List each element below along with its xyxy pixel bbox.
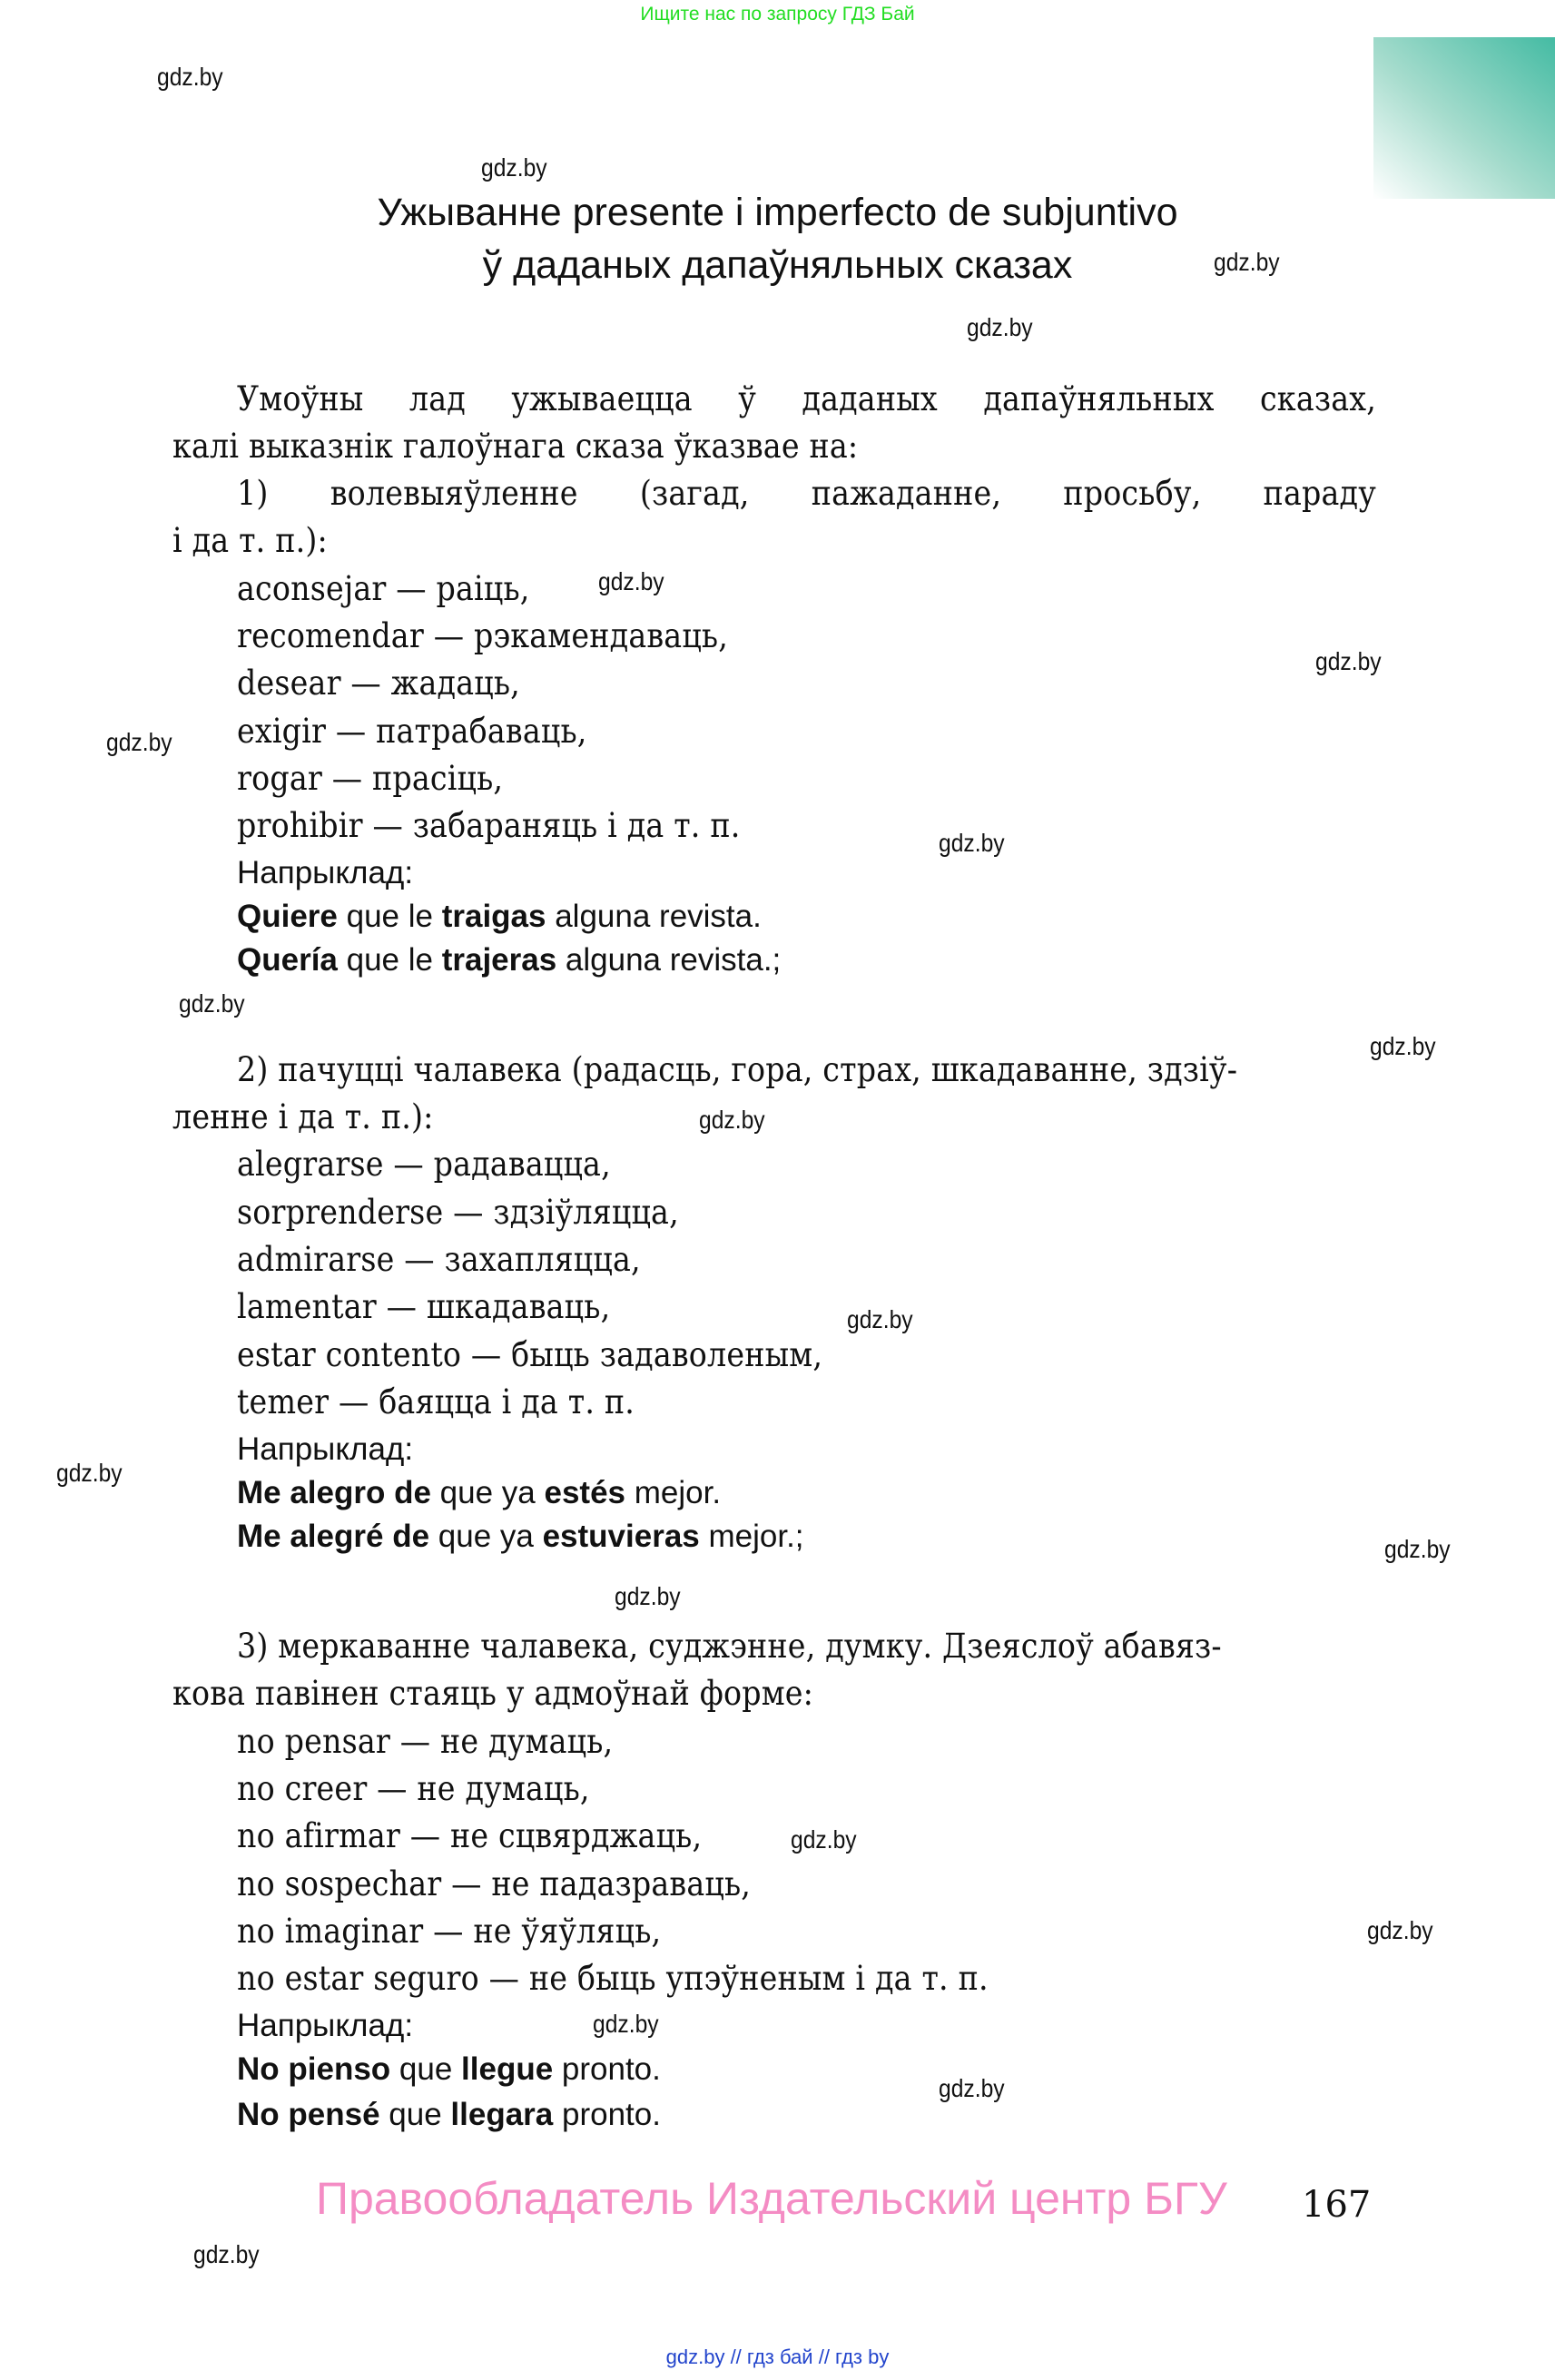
example-text: que le: [337, 942, 442, 978]
watermark: gdz.by: [615, 1582, 681, 1610]
watermark: gdz.by: [1384, 1535, 1451, 1563]
verb-item: no estar seguro — не быць упэўненым і да т. п.: [237, 1959, 989, 1998]
example-label: Напрыклад:: [237, 855, 414, 890]
watermark: gdz.by: [106, 728, 172, 756]
watermark: gdz.by: [699, 1106, 765, 1134]
page-title-line-2: ў даданых дапаўняльных сказах: [482, 243, 1073, 287]
watermark: gdz.by: [791, 1825, 857, 1854]
section1-heading-line-1: 1) волевыяўленне (загад, пажаданне, просьбу, параду: [237, 474, 1376, 513]
example-bold: Me alegré de: [237, 1519, 430, 1554]
example-bold: Quería: [237, 942, 338, 978]
corner-decoration: [1373, 37, 1555, 199]
verb-item: lamentar — шкадаваць,: [237, 1287, 611, 1326]
verb-item: temer — баяцца і да т. п.: [237, 1382, 635, 1421]
watermark: gdz.by: [593, 2010, 659, 2038]
verb-item: recomendar — рэкамендаваць,: [237, 616, 728, 655]
watermark: gdz.by: [179, 989, 245, 1018]
verb-item: admirarse — захапляцца,: [237, 1240, 641, 1279]
example-text: que le: [337, 899, 442, 934]
example-text: alguna revista.;: [556, 942, 782, 978]
example-bold: traigas: [441, 899, 546, 934]
example-bold: No pensé: [237, 2097, 380, 2132]
example-sentence: [237, 2051, 661, 2088]
footer-links[interactable]: gdz.by // гдз бай // гдз by: [665, 2346, 890, 2368]
example-bold: No pienso: [237, 2051, 391, 2087]
example-sentence: [237, 2097, 661, 2133]
section3-heading-line-2: кова павінен стаяць у адмоўнай форме:: [172, 1674, 814, 1713]
example-label: Напрыклад:: [237, 1431, 414, 1467]
verb-item: no afirmar — не сцвярджаць,: [237, 1816, 703, 1855]
intro-line-1: Умоўны лад ужываецца ў даданых дапаўняльных сказах,: [237, 379, 1376, 418]
verb-item: rogar — прасіць,: [237, 759, 504, 798]
example-bold: estés: [544, 1475, 626, 1510]
watermark: gdz.by: [847, 1305, 913, 1333]
watermark: gdz.by: [1367, 1916, 1433, 1944]
example-bold: llegue: [461, 2051, 554, 2087]
example-label: Напрыклад:: [237, 2008, 414, 2043]
verb-item: alegrarse — радавацца,: [237, 1145, 611, 1184]
watermark: gdz.by: [1370, 1032, 1436, 1060]
verb-item: desear — жадаць,: [237, 664, 520, 703]
watermark: gdz.by: [598, 567, 664, 595]
verb-item: no sospechar — не падазраваць,: [237, 1864, 752, 1903]
example-sentence: [237, 942, 781, 979]
example-bold: trajeras: [441, 942, 557, 978]
page-number: 167: [1302, 2184, 1372, 2226]
watermark: gdz.by: [157, 63, 223, 91]
example-bold: Me alegro de: [237, 1475, 431, 1510]
page-title-line-1: Ужыванне presente i imperfecto de subjuntivo: [377, 191, 1178, 234]
verb-item: sorprenderse — здзіўляцца,: [237, 1193, 679, 1232]
watermark: gdz.by: [939, 2074, 1005, 2102]
example-bold: llegara: [450, 2097, 554, 2132]
example-text: que ya: [430, 1475, 545, 1510]
verb-item: no imaginar — не ўяўляць,: [237, 1912, 662, 1951]
verb-item: aconsejar — раіць,: [237, 569, 530, 608]
verb-item: estar contento — быць задаволеным,: [237, 1335, 823, 1374]
section2-heading-line-2: ленне і да т. п.):: [172, 1097, 434, 1136]
example-sentence: [237, 899, 762, 935]
watermark: gdz.by: [56, 1459, 123, 1487]
example-text: que: [390, 2051, 462, 2087]
watermark: gdz.by: [939, 829, 1005, 857]
example-text: alguna revista.: [546, 899, 762, 934]
section1-heading-line-2: і да т. п.):: [172, 521, 328, 560]
watermark: gdz.by: [481, 153, 547, 182]
example-bold: Quiere: [237, 899, 338, 934]
example-sentence: [237, 1519, 804, 1555]
example-text: pronto.: [553, 2051, 661, 2087]
example-text: mejor.;: [699, 1519, 804, 1554]
verb-item: no pensar — не думаць,: [237, 1722, 614, 1761]
verb-item: no creer — не думаць,: [237, 1769, 590, 1808]
watermark: gdz.by: [1315, 647, 1382, 675]
copyright-notice: Правообладатель Издательский центр БГУ: [316, 2173, 1227, 2224]
watermark: gdz.by: [193, 2240, 260, 2268]
section3-heading-line-1: 3) меркаванне чалавека, суджэнне, думку. Дзеяслоў абавяз-: [237, 1627, 1222, 1666]
watermark: gdz.by: [1214, 248, 1280, 276]
example-text: que ya: [429, 1519, 543, 1554]
example-bold: estuvieras: [542, 1519, 700, 1554]
example-text: mejor.: [625, 1475, 722, 1510]
verb-item: prohibir — забараняць і да т. п.: [237, 806, 741, 845]
example-text: que: [379, 2097, 451, 2132]
example-text: pronto.: [553, 2097, 661, 2132]
watermark: gdz.by: [967, 313, 1033, 341]
section2-heading-line-1: 2) пачуцці чалавека (радасць, гора, страх, шкадаванне, здзіў-: [237, 1050, 1238, 1089]
verb-item: exigir — патрабаваць,: [237, 712, 587, 751]
example-sentence: [237, 1475, 721, 1511]
intro-line-2: калі выказнік галоўнага сказа ўказвае на:: [172, 427, 859, 466]
top-banner: Ищите нас по запросу ГДЗ Бай: [640, 4, 915, 25]
